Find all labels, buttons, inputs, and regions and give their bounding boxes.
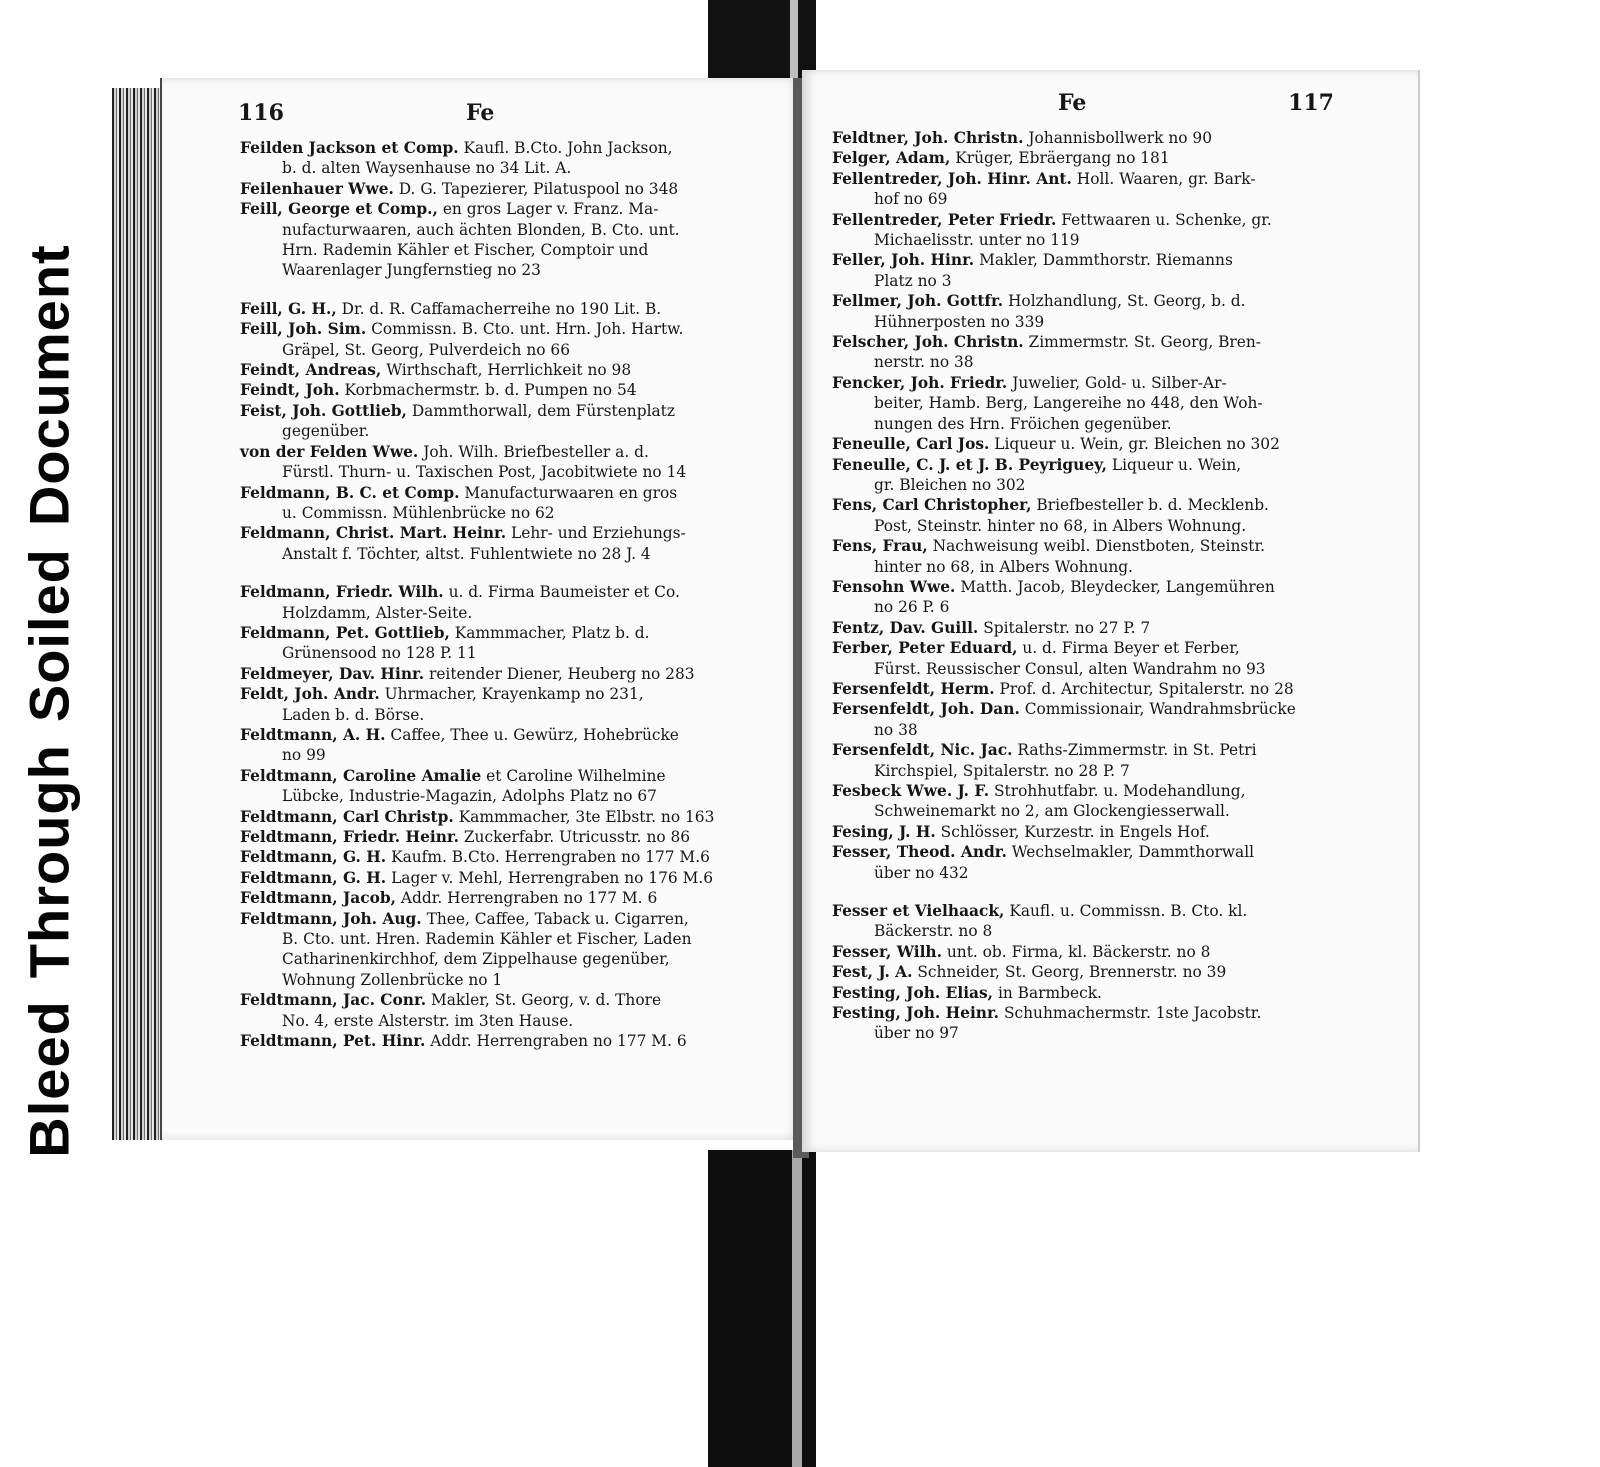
entry-continuation-line: hof no 69 (874, 190, 948, 209)
label-word-3: Soiled (17, 548, 81, 723)
entry-name: Feldtmann, A. H. (240, 725, 386, 744)
directory-entry (832, 1003, 1354, 1044)
directory-entry (832, 962, 1354, 982)
entry-text: Schuhmachermstr. 1ste Jacobstr. (1003, 1004, 1262, 1023)
entry-continuation-line: Laden b. d. Börse. (282, 705, 425, 724)
entry-continuation-line: nufacturwaaren, auch ächten Blonden, B. Cto. unt. (282, 220, 680, 239)
entry-text: Commissn. B. Cto. unt. Hrn. Joh. Hartw. (371, 320, 684, 339)
entry-name: Feldmann, Pet. Gottlieb, (240, 623, 450, 642)
entry-continuation-line: no 99 (282, 746, 326, 765)
entry-name: Fesing, J. H. (832, 822, 936, 841)
entry-continuation-line: no 38 (874, 720, 918, 739)
entry-name: Feldt, Joh. Andr. (240, 685, 380, 704)
entry-name: Fentz, Dav. Guill. (832, 618, 979, 637)
directory-entry (832, 332, 1354, 373)
entry-text: Krüger, Ebräergang no 181 (955, 149, 1170, 168)
entry-name: Feldtmann, Carl Christp. (240, 807, 454, 826)
directory-entry (240, 827, 752, 847)
entry-continuation-line: über no 432 (874, 863, 969, 882)
entry-continuation-line: Waarenlager Jungfernstieg no 23 (282, 261, 541, 280)
entry-text: Prof. d. Architectur, Spitalerstr. no 28 (999, 679, 1294, 698)
entry-name: Feldtmann, G. H. (240, 868, 387, 887)
entry-name: Feneulle, C. J. et J. B. Peyriguey, (832, 455, 1107, 474)
directory-entry (832, 699, 1354, 740)
entry-text: Thee, Caffee, Taback u. Cigarren, (426, 909, 689, 928)
entry-name: Fesbeck Wwe. J. F. (832, 782, 990, 800)
entry-text: unt. ob. Firma, kl. Bäckerstr. no 8 (946, 942, 1211, 961)
entry-text: Liqueur u. Wein, gr. Bleichen no 302 (994, 435, 1280, 454)
entry-continuation-line: Anstalt f. Töchter, altst. Fuhlentwiete no 28 J. 4 (282, 544, 651, 563)
entry-text: Nachweisung weibl. Dienstboten, Steinstr. (932, 537, 1266, 556)
directory-entry (832, 291, 1354, 332)
entry-name: Ferber, Peter Eduard, (832, 639, 1018, 658)
entry-name: Fest, J. A. (832, 963, 913, 982)
directory-entry (832, 495, 1354, 536)
entry-name: Fesser, Theod. Andr. (832, 843, 1007, 862)
right-entry-list (832, 128, 1354, 1044)
entry-text: en gros Lager v. Franz. Ma- (442, 200, 659, 219)
entry-name: Feindt, Joh. (240, 381, 340, 400)
entry-text: in Barmbeck. (997, 983, 1102, 1002)
directory-entry (832, 250, 1354, 291)
entry-text: Strohhutfabr. u. Modehandlung, (993, 782, 1246, 800)
directory-entry (240, 401, 752, 442)
entry-name: Fens, Carl Christopher, (832, 496, 1032, 515)
entry-name: Feldmeyer, Dav. Hinr. (240, 664, 425, 683)
directory-entry (240, 523, 752, 564)
entry-name: Feldtmann, Pet. Hinr. (240, 1032, 426, 1051)
label-word-1: Bleed (17, 1000, 81, 1158)
directory-entry (240, 199, 752, 281)
right-page (802, 70, 1420, 1152)
left-page-number: 116 (238, 100, 284, 126)
directory-entry (240, 360, 752, 380)
entry-text: Wechselmakler, Dammthorwall (1011, 843, 1255, 862)
left-page-header (238, 100, 750, 130)
entry-text: Dammthorwall, dem Fürstenplatz (411, 401, 675, 420)
entry-text: Kaufl. u. Commissn. B. Cto. kl. (1009, 902, 1248, 921)
entry-name: Fellmer, Joh. Gottfr. (832, 292, 1004, 311)
entry-name: Fens, Frau, (832, 537, 928, 556)
entry-name: Fellentreder, Peter Friedr. (832, 210, 1057, 229)
directory-entry (832, 210, 1354, 251)
entry-continuation-line: Lübcke, Industrie-Magazin, Adolphs Platz no 67 (282, 787, 657, 806)
entry-name: Feist, Joh. Gottlieb, (240, 401, 407, 420)
entry-text: Uhrmacher, Krayenkamp no 231, (384, 685, 644, 704)
entry-name: Fensohn Wwe. (832, 577, 956, 596)
directory-entry (832, 618, 1354, 638)
entry-name: Festing, Joh. Heinr. (832, 1004, 1000, 1023)
directory-entry (832, 455, 1354, 496)
directory-entry (832, 128, 1354, 148)
entry-text: Korbmachermstr. b. d. Pumpen no 54 (344, 381, 637, 400)
directory-entry (832, 781, 1354, 822)
entry-name: Fesser et Vielhaack, (832, 902, 1005, 921)
directory-entry (832, 577, 1354, 618)
entry-text: Caffee, Thee u. Gewürz, Hohebrücke (390, 725, 679, 744)
entry-text: Briefbesteller b. d. Mecklenb. (1036, 496, 1269, 515)
entry-text: Kammmacher, 3te Elbstr. no 163 (458, 807, 715, 826)
directory-entry (240, 319, 752, 360)
entry-continuation-line: no 26 P. 6 (874, 598, 950, 617)
entry-continuation-line: gr. Bleichen no 302 (874, 475, 1026, 494)
entry-text: Schlösser, Kurzestr. in Engels Hof. (940, 822, 1210, 841)
entry-continuation-line: b. d. alten Waysenhause no 34 Lit. A. (282, 159, 572, 178)
entry-text: Kaufm. B.Cto. Herrengraben no 177 M.6 (391, 848, 710, 867)
entry-text: reitender Diener, Heuberg no 283 (428, 664, 695, 683)
entry-continuation-line: hinter no 68, in Albers Wohnung. (874, 557, 1134, 576)
entry-name: Feindt, Andreas, (240, 361, 382, 380)
directory-entry (832, 434, 1354, 454)
right-page-header (840, 90, 1334, 120)
entry-text: Schneider, St. Georg, Brennerstr. no 39 (917, 963, 1227, 982)
entry-continuation-line: Hühnerposten no 339 (874, 312, 1045, 331)
entry-text: u. d. Firma Beyer et Ferber, (1022, 639, 1240, 658)
entry-continuation-line: u. Commissn. Mühlenbrücke no 62 (282, 503, 555, 522)
directory-entry (240, 483, 752, 524)
left-entry-list (240, 138, 752, 1051)
entry-text: Makler, St. Georg, v. d. Thore (430, 991, 662, 1010)
directory-entry (832, 169, 1354, 210)
directory-entry (832, 842, 1354, 883)
entry-text: D. G. Tapezierer, Pilatuspool no 348 (398, 179, 679, 198)
entry-continuation-line: Schweinemarkt no 2, am Glockengiesserwall. (874, 802, 1230, 821)
entry-text: Juwelier, Gold- u. Silber-Ar- (1012, 373, 1227, 392)
entry-name: Felscher, Joh. Christn. (832, 333, 1024, 352)
directory-entry (240, 1031, 752, 1051)
entry-name: Festing, Joh. Elias, (832, 983, 994, 1002)
entry-text: Commissionair, Wandrahmsbrücke (1024, 700, 1296, 719)
entry-name: Feldtmann, Joh. Aug. (240, 909, 422, 928)
directory-entry (240, 990, 752, 1031)
entry-name: von der Felden Wwe. (240, 442, 419, 461)
entry-name: Fersenfeldt, Herm. (832, 679, 995, 698)
entry-name: Feldtmann, G. H. (240, 848, 387, 867)
entry-name: Feldmann, Christ. Mart. Heinr. (240, 524, 507, 543)
directory-entry (240, 684, 752, 725)
entry-text: Addr. Herrengraben no 177 M. 6 (400, 889, 658, 908)
entry-name: Feldmann, Friedr. Wilh. (240, 583, 444, 602)
directory-entry (832, 740, 1354, 781)
entry-text: Makler, Dammthorstr. Riemanns (979, 251, 1233, 270)
entry-name: Feller, Joh. Hinr. (832, 251, 975, 270)
directory-entry (240, 847, 752, 867)
entry-text: Spitalerstr. no 27 P. 7 (983, 618, 1151, 637)
entry-text: Kaufl. B.Cto. John Jackson, (463, 139, 673, 157)
binding-strap-top-highlight (790, 0, 798, 80)
entry-text: Holl. Waaren, gr. Bark- (1076, 169, 1256, 188)
entry-text: Joh. Wilh. Briefbesteller a. d. (423, 442, 649, 461)
directory-entry (240, 664, 752, 684)
entry-name: Feilden Jackson et Comp. (240, 139, 459, 157)
directory-entry (832, 983, 1354, 1003)
directory-entry (240, 442, 752, 483)
directory-entry (832, 901, 1354, 942)
entry-continuation-line: Bäckerstr. no 8 (874, 922, 993, 941)
entry-continuation-line: Platz no 3 (874, 271, 952, 290)
entry-continuation-line: No. 4, erste Alsterstr. im 3ten Hause. (282, 1011, 574, 1030)
directory-entry (832, 373, 1354, 434)
entry-continuation-line: Fürstl. Thurn- u. Taxischen Post, Jacobitwiete no 14 (282, 463, 687, 482)
directory-entry (240, 868, 752, 888)
entry-continuation-line: Hrn. Rademin Kähler et Fischer, Comptoir und (282, 241, 649, 260)
entry-continuation-line: nungen des Hrn. Fröichen gegenüber. (874, 414, 1172, 433)
entry-continuation-line: Holzdamm, Alster-Seite. (282, 603, 473, 622)
directory-entry (240, 888, 752, 908)
entry-name: Feldtner, Joh. Christn. (832, 129, 1024, 147)
entry-text: Lager v. Mehl, Herrengraben no 176 M.6 (391, 868, 714, 887)
directory-entry (240, 766, 752, 807)
entry-text: Holzhandlung, St. Georg, b. d. (1008, 292, 1246, 311)
label-strip (6, 90, 81, 1158)
entry-name: Feill, Joh. Sim. (240, 320, 367, 339)
entry-continuation-line: Wohnung Zollenbrücke no 1 (282, 970, 503, 989)
entry-continuation-line: Gräpel, St. Georg, Pulverdeich no 66 (282, 340, 570, 359)
directory-entry (832, 148, 1354, 168)
entry-text: Kammmacher, Platz b. d. (454, 623, 650, 642)
entry-name: Feldtmann, Friedr. Heinr. (240, 828, 459, 846)
right-running-head: Fe (1058, 90, 1087, 116)
entry-name: Fencker, Joh. Friedr. (832, 373, 1008, 392)
entry-name: Feill, G. H., (240, 299, 337, 318)
entry-continuation-line: Grünensood no 128 P. 11 (282, 644, 477, 663)
left-page (160, 78, 800, 1140)
entry-text: Raths-Zimmermstr. in St. Petri (1017, 741, 1257, 760)
entry-text: Lehr- und Erziehungs- (511, 524, 686, 543)
directory-entry (240, 807, 752, 827)
bleed-through-label (17, 222, 82, 1157)
entry-continuation-line: über no 97 (874, 1024, 959, 1043)
entry-continuation-line: gegenüber. (282, 422, 370, 441)
directory-entry (240, 623, 752, 664)
entry-text: Dr. d. R. Caffamacherreihe no 190 Lit. B. (341, 299, 662, 318)
entry-text: Johannisbollwerk no 90 (1028, 129, 1213, 147)
entry-text: u. d. Firma Baumeister et Co. (448, 583, 680, 602)
entry-continuation-line: Fürst. Reussischer Consul, alten Wandrahm no 93 (874, 659, 1266, 678)
entry-name: Fesser, Wilh. (832, 942, 942, 961)
directory-entry (832, 536, 1354, 577)
entry-continuation-line: nerstr. no 38 (874, 353, 974, 372)
directory-entry (240, 299, 752, 319)
label-word-4: Document (17, 244, 81, 527)
entry-name: Fellentreder, Joh. Hinr. Ant. (832, 169, 1072, 188)
entry-name: Felger, Adam, (832, 149, 951, 168)
entry-text: Addr. Herrengraben no 177 M. 6 (430, 1032, 687, 1051)
entry-name: Feilenhauer Wwe. (240, 179, 394, 198)
entry-name: Feldmann, B. C. et Comp. (240, 483, 460, 502)
entry-continuation-line: Catharinenkirchhof, dem Zippelhause gegenüber, (282, 950, 670, 969)
directory-entry (832, 822, 1354, 842)
entry-continuation-line: Post, Steinstr. hinter no 68, in Albers Wohnung. (874, 516, 1247, 535)
directory-entry (832, 638, 1354, 679)
entry-continuation-line: beiter, Hamb. Berg, Langereihe no 448, den Woh- (874, 394, 1263, 413)
entry-name: Feill, George et Comp., (240, 200, 438, 219)
right-page-number: 117 (1288, 90, 1334, 116)
directory-entry (240, 909, 752, 991)
entry-name: Feldtmann, Jac. Conr. (240, 991, 427, 1010)
entry-text: Zuckerfabr. Utricusstr. no 86 (463, 828, 691, 846)
entry-text: Fettwaaren u. Schenke, gr. (1061, 210, 1272, 229)
entry-name: Feneulle, Carl Jos. (832, 435, 990, 454)
binding-strap-bottom-highlight (792, 1150, 802, 1467)
entry-text: Wirthschaft, Herrlichkeit no 98 (386, 361, 632, 380)
entry-name: Fersenfeldt, Joh. Dan. (832, 700, 1020, 719)
entry-text: Matth. Jacob, Bleydecker, Langemühren (960, 577, 1275, 596)
directory-entry (240, 725, 752, 766)
entry-continuation-line: B. Cto. unt. Hren. Rademin Kähler et Fischer, Laden (282, 930, 692, 949)
directory-entry (240, 582, 752, 623)
directory-entry (240, 179, 752, 199)
entry-name: Feldtmann, Caroline Amalie (240, 766, 482, 785)
left-running-head: Fe (466, 100, 495, 126)
entry-continuation-line: Michaelisstr. unter no 119 (874, 231, 1080, 250)
entry-name: Feldtmann, Jacob, (240, 889, 396, 908)
label-word-2: Through (17, 744, 81, 979)
entry-text: Liqueur u. Wein, (1111, 455, 1242, 474)
entry-name: Fersenfeldt, Nic. Jac. (832, 741, 1013, 760)
entry-continuation-line: Kirchspiel, Spitalerstr. no 28 P. 7 (874, 761, 1130, 780)
directory-entry (832, 679, 1354, 699)
directory-entry (240, 138, 752, 179)
directory-entry (240, 380, 752, 400)
binding-strap-top (708, 0, 816, 80)
entry-text: et Caroline Wilhelmine (486, 766, 666, 785)
directory-entry (832, 942, 1354, 962)
entry-text: Manufacturwaaren en gros (464, 483, 678, 502)
entry-text: Zimmermstr. St. Georg, Bren- (1028, 333, 1261, 352)
